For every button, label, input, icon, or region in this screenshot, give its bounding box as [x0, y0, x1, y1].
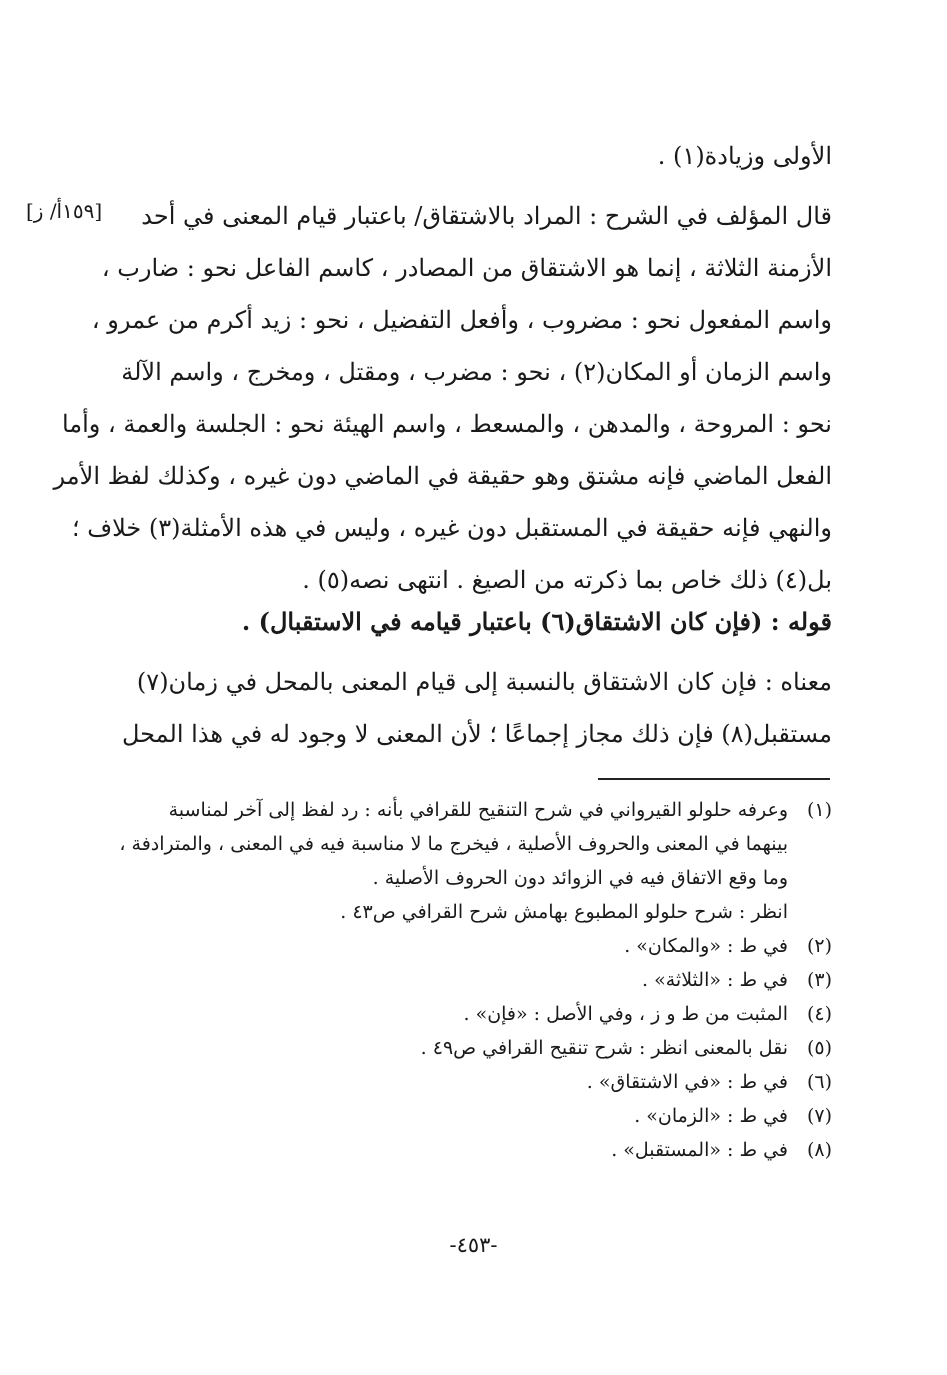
footnote-number: (٢) — [806, 935, 832, 957]
footnote — [117, 1065, 832, 1099]
footnote-continuation: بينهما في المعنى والحروف الأصلية ، فيخرج ما لا مناسبة فيه في المعنى ، والمترادفة ، — [119, 833, 788, 855]
footnote-number: (٥) — [806, 1037, 832, 1059]
page-number: -٤٥٣- — [449, 1233, 498, 1257]
heading-line: قوله : (فإن كان الاشتقاق(٦) باعتبار قيامه في الاستقبال) . — [241, 607, 832, 636]
quote-heading — [117, 596, 832, 648]
footnote-text: في ط : «الثلاثة» . — [642, 969, 788, 991]
footnote-continuation: انظر : شرح حلولو المطبوع بهامش شرح القرافي ص٤٣ . — [340, 901, 788, 923]
text-line: الأزمنة الثلاثة ، إنما هو الاشتقاق من المصادر ، كاسم الفاعل نحو : ضارب ، — [101, 254, 832, 282]
footnote-separator — [598, 778, 830, 780]
footnote-text: في ط : «في الاشتقاق» . — [586, 1071, 788, 1093]
footnote-text: في ط : «والمكان» . — [624, 935, 788, 957]
footnote — [117, 929, 832, 963]
footnote-number: (٣) — [806, 969, 832, 991]
footnote-number: (٦) — [806, 1071, 832, 1093]
footnote-text: وعرفه حلولو القيرواني في شرح التنقيح للقرافي بأنه : رد لفظ إلى آخر لمناسبة — [168, 799, 788, 821]
footnote-number: (٧) — [806, 1105, 832, 1127]
footnote-text: نقل بالمعنى انظر : شرح تنقيح القرافي ص٤٩ . — [420, 1037, 788, 1059]
footnote-text: في ط : «الزمان» . — [634, 1105, 788, 1127]
marginal-folio-note: [١٥٩أ/ ز] — [26, 199, 103, 223]
text-line: معناه : فإن كان الاشتقاق بالنسبة إلى قيام المعنى بالمحل في زمان(٧) — [136, 668, 832, 696]
footnote-text: في ط : «المستقبل» . — [611, 1139, 788, 1161]
main-text — [117, 130, 832, 182]
footnote-number: (١) — [806, 799, 832, 821]
text-line: بل(٤) ذلك خاص بما ذكرته من الصيغ . انتهى نصه(٥) . — [302, 566, 832, 594]
footnote-continuation: وما وقع الاتفاق فيه في الزوائد دون الحروف الأصلية . — [372, 867, 788, 889]
text-line: واسم الزمان أو المكان(٢) ، نحو : مضرب ، ومقتل ، ومخرج ، واسم الآلة — [121, 358, 832, 386]
text-line: قال المؤلف في الشرح : المراد بالاشتقاق/ باعتبار قيام المعنى في أحد — [141, 202, 832, 230]
footnote-number: (٨) — [806, 1139, 832, 1161]
explanation-paragraph — [117, 656, 832, 760]
footnote-text: المثبت من ط و ز ، وفي الأصل : «فإن» . — [463, 1003, 788, 1025]
footnotes — [117, 793, 832, 1167]
text-line: الفعل الماضي فإنه مشتق وهو حقيقة في الماضي دون غيره ، وكذلك لفظ الأمر — [53, 462, 832, 490]
footnote — [117, 1031, 832, 1065]
text-line: الأولى وزيادة(١) . — [657, 142, 832, 170]
text-line: والنهي فإنه حقيقة في المستقبل دون غيره ، وليس في هذه الأمثلة(٣) خلاف ؛ — [71, 514, 832, 542]
footnote — [117, 1099, 832, 1133]
text-line: مستقبل(٨) فإن ذلك مجاز إجماعًا ؛ لأن المعنى لا وجود له في هذا المحل — [122, 720, 832, 748]
text-line: نحو : المروحة ، والمدهن ، والمسعط ، واسم الهيئة نحو : الجلسة والعمة ، وأما — [61, 410, 832, 438]
footnote — [117, 793, 832, 827]
footnote — [117, 1133, 832, 1167]
text-line: واسم المفعول نحو : مضروب ، وأفعل التفضيل ، نحو : زيد أكرم من عمرو ، — [91, 306, 832, 334]
footnote-number: (٤) — [806, 1003, 832, 1025]
footnote — [117, 963, 832, 997]
footnote — [117, 997, 832, 1031]
